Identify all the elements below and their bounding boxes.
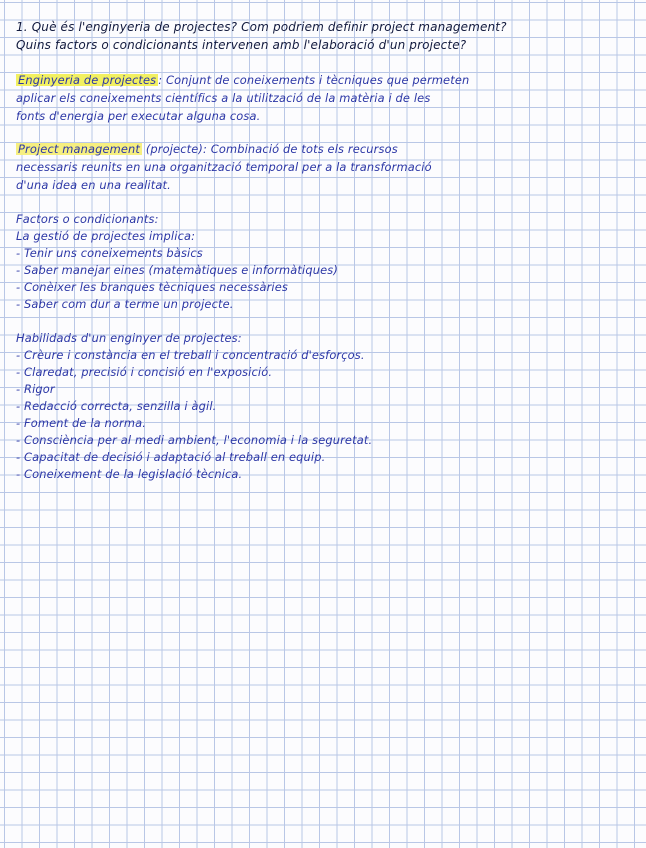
skills-item-7: - Capacitat de decisió i adaptació al treball en equip. (16, 450, 326, 464)
engineering-definition-line-3: fonts d'energia per executar alguna cosa. (16, 109, 261, 123)
pm-term-highlight: Project management (18, 142, 141, 156)
factors-item-4: - Saber com dur a terme un projecte. (16, 297, 234, 311)
skills-item-5: - Foment de la norma. (16, 416, 147, 430)
pm-definition-line-2: necessaris reunits en una organització temporal per a la transformació (16, 160, 432, 174)
engineering-term-highlight: Enginyeria de projectes (18, 73, 157, 87)
factors-item-1: - Tenir uns coneixements bàsics (16, 246, 203, 260)
pm-definition-start: (projecte): Combinació de tots els recursos (142, 142, 398, 156)
question-line-1: 1. Què és l'enginyeria de projectes? Com podriem definir project management? (16, 20, 507, 34)
skills-heading: Habilidads d'un enginyer de projectes: (16, 331, 242, 345)
factors-heading: Factors o condicionants: (16, 212, 159, 226)
factors-intro: La gestió de projectes implica: (16, 229, 196, 243)
pm-definition-line-1 (16, 142, 398, 156)
question-line-2: Quins factors o condicionants intervenen amb l'elaboració d'un projecte? (16, 38, 467, 52)
factors-item-3: - Conèixer les branques tècniques necessàries (16, 280, 288, 294)
skills-item-2: - Claredat, precisió i concisió en l'exposició. (16, 365, 273, 379)
engineering-definition-line-1 (16, 73, 469, 87)
factors-item-2: - Saber manejar eines (matemàtiques e informàtiques) (16, 263, 338, 277)
skills-item-8: - Coneixement de la legislació tècnica. (16, 467, 243, 481)
skills-item-4: - Redacció correcta, senzilla i àgil. (16, 399, 217, 413)
pm-definition-line-3: d'una idea en una realitat. (16, 178, 171, 192)
skills-item-3: - Rigor (16, 382, 55, 396)
skills-item-6: - Consciència per al medi ambient, l'economia i la seguretat. (16, 433, 373, 447)
skills-item-1: - Crèure i constància en el treball i concentració d'esforços. (16, 348, 365, 362)
engineering-definition-start: : Conjunt de coneixements i tècniques que permeten (158, 73, 470, 87)
engineering-definition-line-2: aplicar els coneixements científics a la utilització de la matèria i de les (16, 91, 431, 105)
